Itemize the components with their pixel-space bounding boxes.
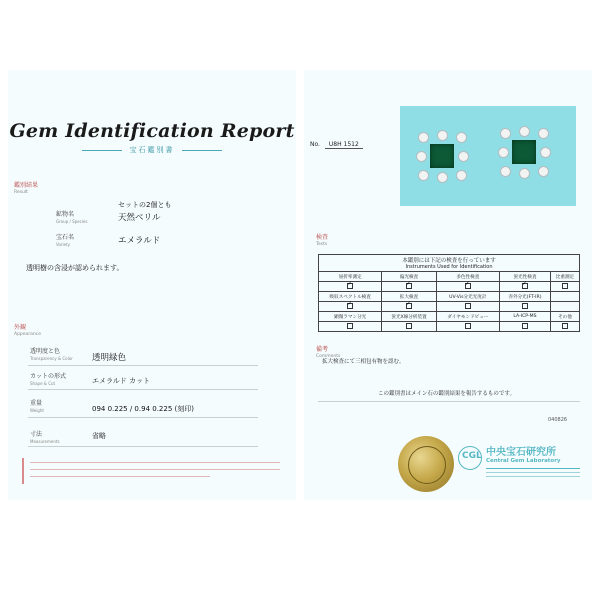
dimensions-label [30,431,60,445]
instrument-check-cell [499,302,550,312]
species-label-jp: 鉱物名 [56,211,75,218]
subtitle-rule-right [182,150,222,151]
instrument-check-row [319,302,580,312]
report-number-label: No. [310,141,320,148]
checked-box-icon [406,303,412,309]
instruments-table [318,254,580,332]
cut-rule [28,389,258,390]
emerald-stone-right [512,140,536,164]
cut-label-jp: カットの形式 [30,373,66,380]
instrument-check-cell [319,322,382,332]
report-subtitle [82,145,222,155]
instrument-name-cell: 屈折率測定 [319,272,382,282]
instrument-check-cell [550,302,579,312]
checked-box-icon [406,283,412,289]
transparency-label [30,348,73,362]
instrument-check-cell [499,322,550,332]
checked-box-icon [347,303,353,309]
instrument-name-cell: 吸収スペクトル検査 [319,292,382,302]
report-number-value: U8H 1512 [325,141,363,149]
emerald-stone-left [430,144,454,168]
instrument-name-cell: 比重測定 [550,272,579,282]
diamond-halo [540,147,551,158]
weight-label-en: Weight [30,408,44,413]
unchecked-box-icon [465,323,471,329]
diamond-halo [456,170,467,181]
instrument-name-cell: 赤外分光(FT-IR) [499,292,550,302]
instrument-name-cell: 多色性検査 [436,272,499,282]
earring-right-image [500,128,548,176]
instrument-check-row [319,322,580,332]
seal-inner-ring [408,446,446,484]
cut-label [30,373,66,387]
appearance-heading-en: Appearance [14,332,42,337]
subtitle-text: 宝石鑑別書 [129,146,175,154]
transparency-value: 透明緑色 [92,353,127,363]
instrument-check-cell [499,282,550,292]
unchecked-box-icon [465,303,471,309]
instrument-name-cell: ダイヤモンドビュー [436,312,499,322]
result-heading-jp: 鑑別結果 [14,182,39,189]
earring-left-image [418,132,466,180]
weight-label [30,400,44,414]
appearance-heading-jp: 外観 [14,324,27,331]
dimensions-label-en: Measurements [30,439,60,444]
variety-label [56,234,74,248]
unchecked-box-icon [522,303,528,309]
diamond-halo [500,128,511,139]
weight-label-jp: 重量 [30,400,43,407]
instruments-header-jp: 本鑑別には下記の検査を行っています [402,258,496,264]
transparency-label-jp: 透明度と色 [30,348,61,355]
statement-text: この鑑別書はメイン石の鑑別結果を報告するものです。 [378,391,515,397]
diamond-halo [418,132,429,143]
checked-box-icon [465,283,471,289]
appearance-section-heading [14,324,41,338]
variety-label-en: Variety [56,242,71,247]
lab-name-en: Central Gem Laboratory [486,458,561,464]
cut-label-en: Shape & Cut [30,381,56,386]
instrument-name-cell: 顕微ラマン分光 [319,312,382,322]
diamond-halo [519,168,530,179]
checked-box-icon [347,283,353,289]
dimensions-label-jp: 寸法 [30,431,43,438]
left-page [8,70,296,500]
diamond-halo [456,132,467,143]
dimensions-rule [28,446,258,447]
statement-rule [318,401,580,402]
transparency-label-en: Transparency & Color [30,356,73,361]
instrument-check-cell [550,282,579,292]
tests-heading-en: Tests [316,242,328,247]
instruments-table-body [319,272,580,332]
report-title: Gem Identification Report [9,120,295,142]
instrument-name-cell: 偏光検査 [382,272,436,282]
instrument-name-row [319,272,580,282]
instrument-check-cell [382,282,436,292]
variety-value: エメラルド [118,236,161,246]
fine-print-line-3 [30,476,210,477]
weight-rule [28,417,258,418]
diamond-halo [538,128,549,139]
unchecked-box-icon [347,323,353,329]
subtitle-rule-left [82,150,122,151]
instrument-name-cell: UV-Vis分光光度計 [436,292,499,302]
dimensions-value: 省略 [92,432,106,440]
gem-photo [400,106,576,206]
instrument-name-row [319,312,580,322]
instruments-table-header-row [319,255,580,272]
result-section-heading [14,182,38,196]
instrument-check-row [319,282,580,292]
diamond-halo [437,130,448,141]
cgl-logo-icon [458,446,482,470]
unchecked-box-icon [562,283,568,289]
instrument-check-cell [319,282,382,292]
instrument-name-cell: 蛍光X線分析装置 [382,312,436,322]
instrument-name-cell: その他 [550,312,579,322]
tests-heading-jp: 検査 [316,234,329,241]
instrument-name-cell: LA-ICP-MS [499,312,550,322]
fine-print-line-1 [30,462,280,463]
lab-address-line [486,472,580,473]
comments-heading-jp: 備考 [316,346,329,353]
species-value: 天然ベリル [118,213,161,223]
instrument-check-cell [436,282,499,292]
comment-text: 拡大検査にて三相包有物を認む。 [322,359,405,365]
lab-address-line [486,468,580,469]
species-note: セットの2個とも [118,201,172,209]
instrument-name-cell: 拡大検査 [382,292,436,302]
gold-seal-icon [398,436,454,492]
report-number [310,141,363,149]
diamond-halo [538,166,549,177]
instrument-name-row [319,292,580,302]
unchecked-box-icon [522,323,528,329]
instrument-check-cell [382,322,436,332]
instrument-check-cell [319,302,382,312]
result-heading-en: Result [14,190,28,195]
tests-section-heading [316,234,328,248]
treatment-remark: 透明樹の含浸が認められます。 [26,264,124,272]
serial-number: 040826 [548,417,568,423]
right-page [304,70,592,500]
diamond-halo [519,126,530,137]
lab-name-jp: 中央宝石研究所 [486,447,556,458]
species-label [56,211,87,225]
weight-value: 094 0.225 / 0.94 0.225 (刻印) [92,405,194,413]
comments-heading-en: Comments [316,354,341,359]
instrument-name-cell: 蛍光性検査 [499,272,550,282]
instruments-table-header [319,255,580,272]
instruments-header-en: Instruments Used for Identification [405,264,493,270]
instrument-check-cell [436,322,499,332]
instrument-name-cell [550,292,579,302]
unchecked-box-icon [562,323,568,329]
diamond-halo [418,170,429,181]
transparency-rule [28,365,258,366]
instrument-check-cell [550,322,579,332]
fine-print [22,456,284,484]
diamond-halo [500,166,511,177]
species-label-en: Group / Species [56,219,88,224]
instrument-check-cell [382,302,436,312]
diamond-halo [458,151,469,162]
fine-print-line-2 [30,469,280,470]
fine-print-mark [22,458,24,484]
unchecked-box-icon [406,323,412,329]
diamond-halo [437,172,448,183]
diamond-halo [498,147,509,158]
instrument-check-cell [436,302,499,312]
lab-address-line [486,476,580,477]
variety-label-jp: 宝石名 [56,234,75,241]
cut-value: エメラルド カット [92,377,150,385]
checked-box-icon [522,283,528,289]
diamond-halo [416,151,427,162]
cgl-logo-text: CGL [462,451,482,461]
